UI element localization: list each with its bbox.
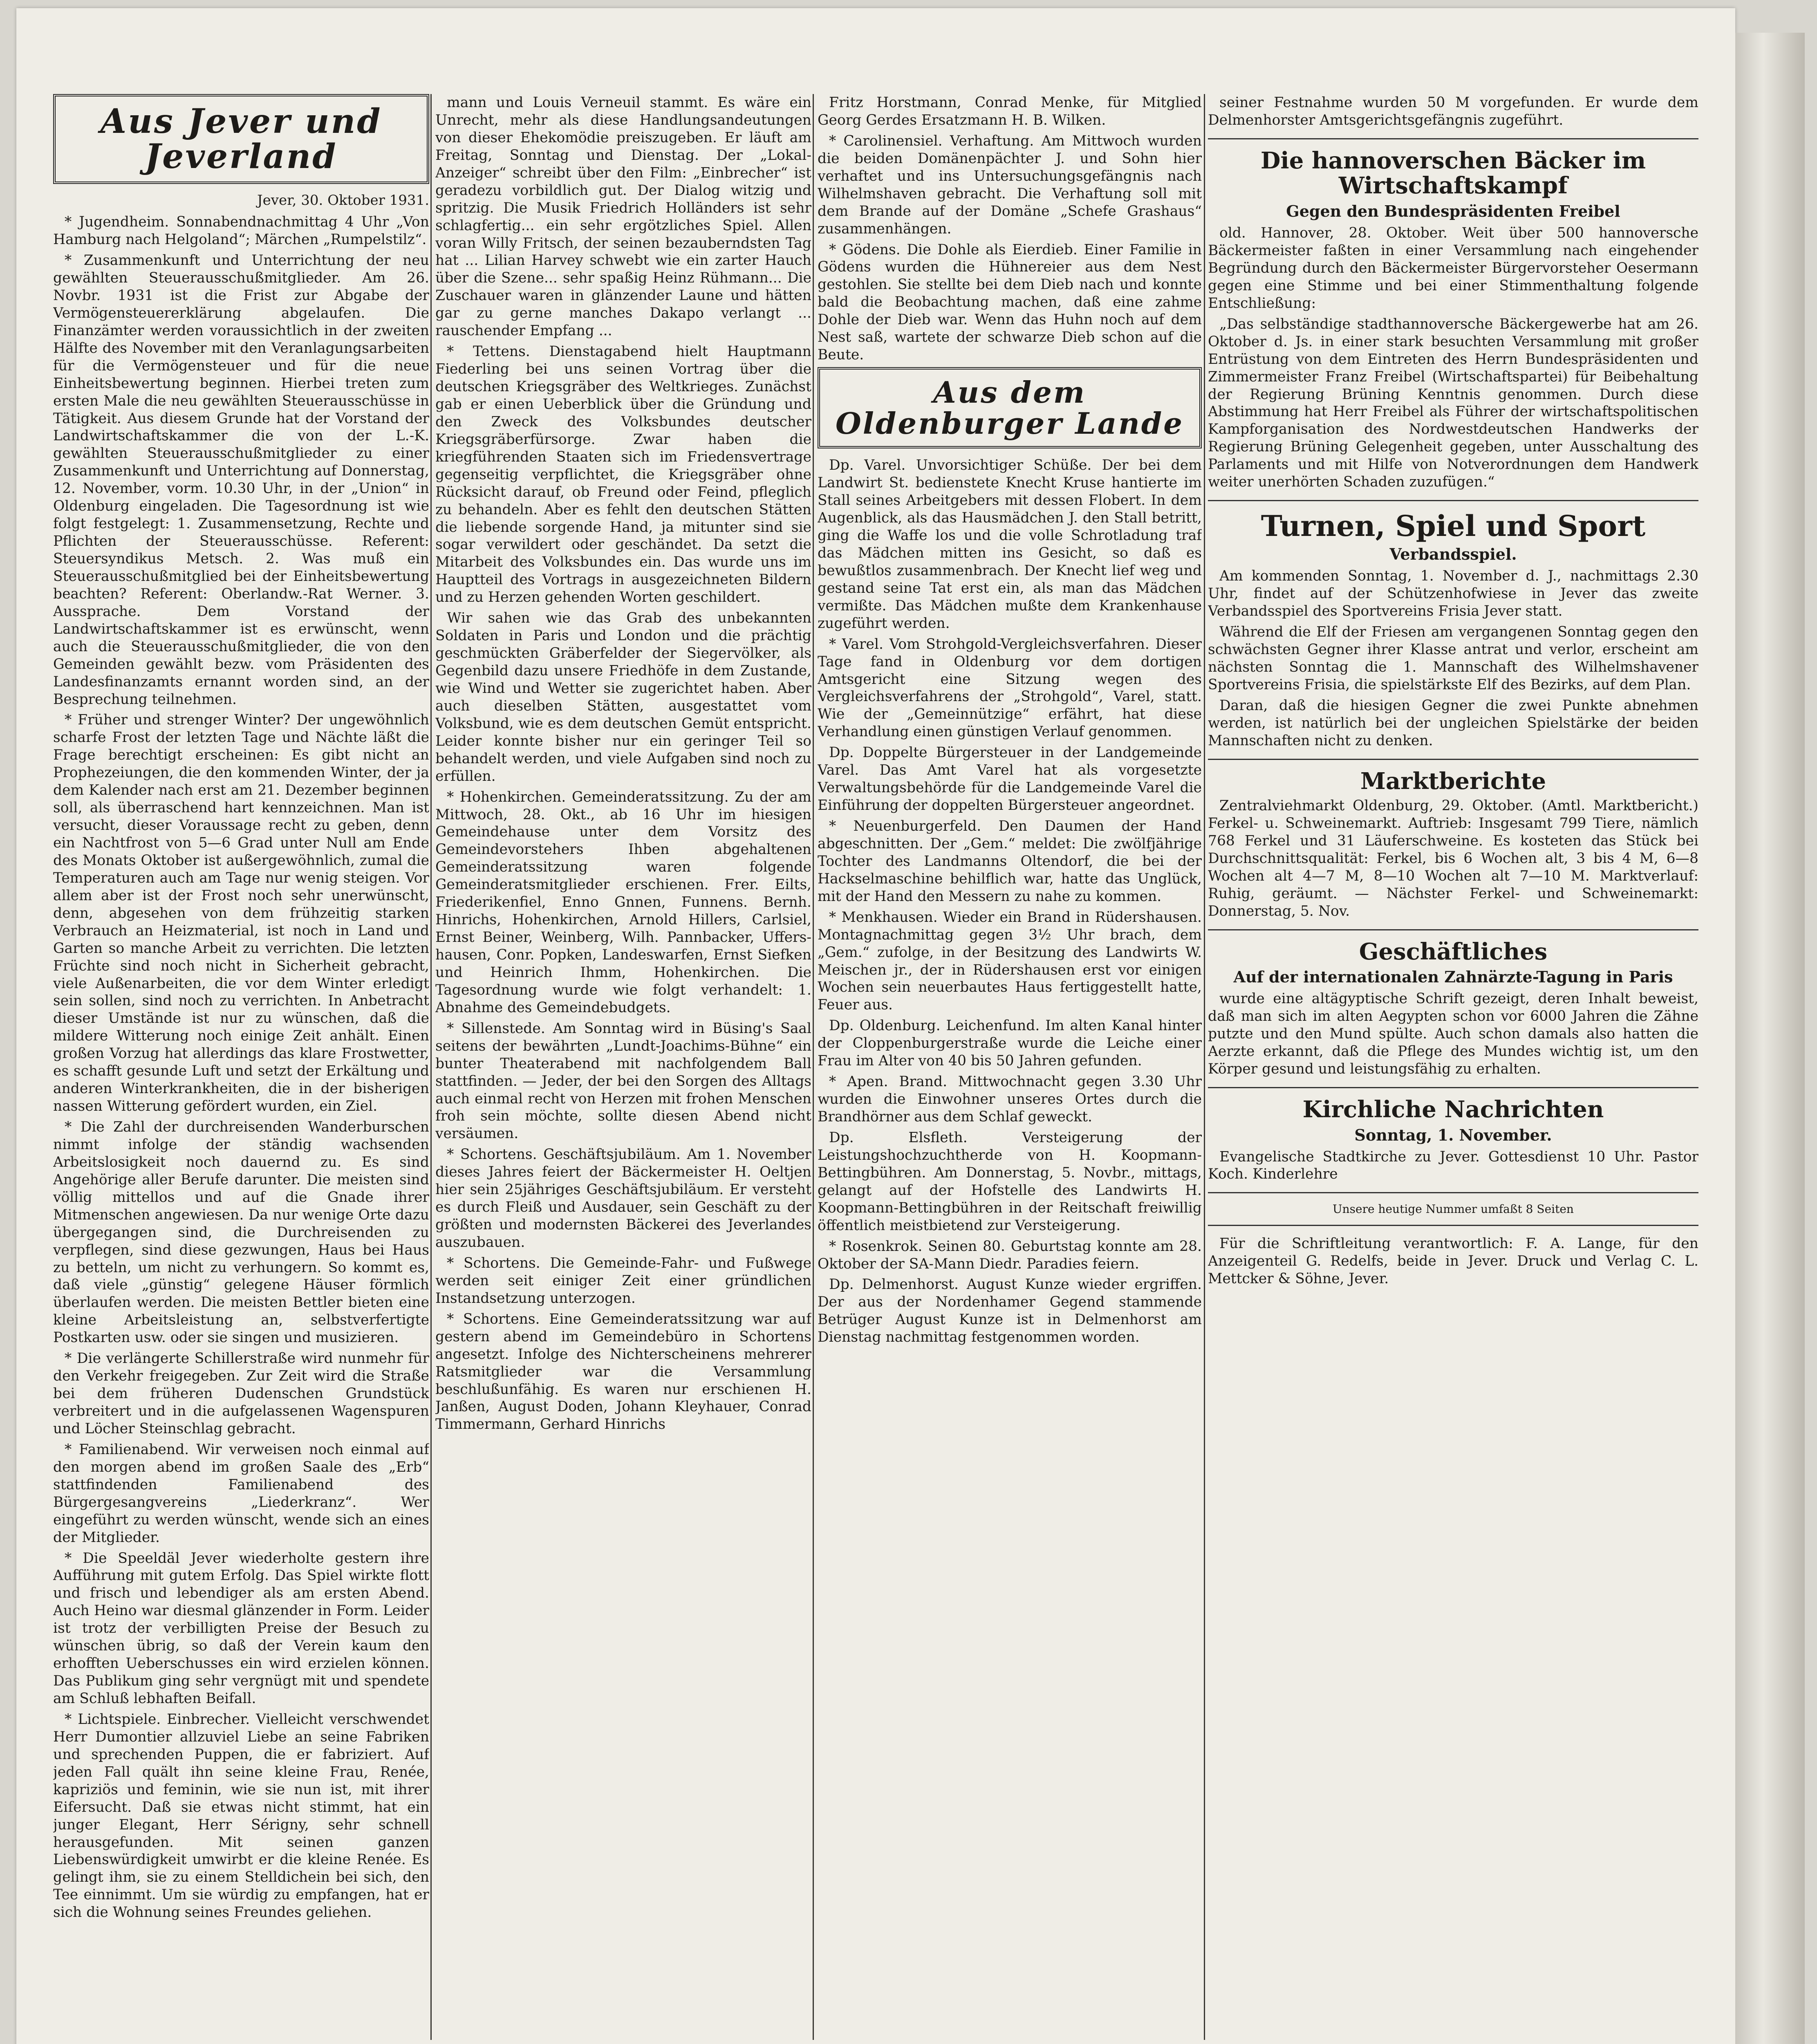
article: * Carolinensiel. Verhaftung. Am Mittwoch wurden die beiden Domänenpächter J. und Sohn hier verhaftet und ins Untersuchungsgefängnis nach Wilhelmshaven gebracht. Die Verhaftung soll mit dem Brande auf der Domäne „Schefe Grashaus“ zusammenhängen. xyxy=(818,132,1202,237)
article: Evangelische Stadtkirche zu Jever. Gottesdienst 10 Uhr. Pastor Koch. Kinderlehre xyxy=(1208,1148,1698,1183)
article: Dp. Elsfleth. Versteigerung der Leistungshochzuchtherde von H. Koopmann-Bettingbühren. Am Donnerstag, 5. Novbr., mittags, gelangt auf der Hofstelle des Landwirts H. Koopmann-Bettingbühren in der Reitschaft freiwillig öffentlich meistbietend zur Versteigerung. xyxy=(818,1129,1202,1234)
column-2 xyxy=(435,94,811,2040)
divider xyxy=(1208,929,1698,930)
article: * Die Speeldäl Jever wiederholte gestern ihre Aufführung mit gutem Erfolg. Das Spiel wirkte flott und frisch und lebendiger als am ersten Abend. Auch Heino war diesmal glänzender in Form. Leider ist trotz der verbilligten Preise der Besuch zu wünschen übrig, so daß der Verein kaum den erhofften Ueberschusses ein wird erzielen können. Das Publikum ging sehr vergnügt mit und spendete am Schluß lebhaften Beifall. xyxy=(53,1550,429,1707)
column-rule xyxy=(813,94,814,2040)
article: * Sillenstede. Am Sonntag wird in Büsing's Saal seitens der bewährten „Lundt-Joachims-Bühne“ ein bunter Theaterabend mit nachfolgendem Ball stattfinden. — Jeder, der bei den Sorgen des Alltags auch einmal recht von Herzen mit frohen Menschen froh sein möchte, sollte diesen Abend nicht versäumen. xyxy=(435,1020,811,1142)
article: Daran, daß die hiesigen Gegner die zwei Punkte abnehmen werden, ist natürlich bei der ungleichen Spielstärke der beiden Mannschaften nicht zu denken. xyxy=(1208,697,1698,749)
column-rule xyxy=(430,94,432,2040)
article: Dp. Varel. Unvorsichtiger Schüße. Der bei dem Landwirt St. bedienstete Knecht Kruse hantierte im Stall seines Arbeitgebers mit dessen Flobert. In dem Augenblick, als das Hausmädchen J. den Stall betritt, ging die Waffe los und die volle Schrotladung traf das Mädchen mitten ins Gesicht, so daß es bewußtlos zusammenbrach. Der Knecht lief weg und gestand seine Tat erst ein, als man das Mädchen vermißte. Das Mädchen mußte dem Krankenhause zugeführt werden. xyxy=(818,457,1202,632)
headline-sport: Turnen, Spiel und Sport xyxy=(1261,509,1646,543)
subheadline: Sonntag, 1. November. xyxy=(1354,1125,1552,1144)
dateline: Jever, 30. Oktober 1931. xyxy=(257,192,429,209)
article: Während die Elf der Friesen am vergangenen Sonntag gegen den schwächsten Gegner ihrer Klasse antrat und verlor, erscheint am nächsten Sonntag die 1. Mannschaft des Wilhelmshavener Sportvereins Frisia, die spielstärkste Elf des Bezirks, auf dem Plan. xyxy=(1208,623,1698,693)
article: Dp. Doppelte Bürgersteuer in der Landgemeinde Varel. Das Amt Varel hat als vorgesetzte Verwaltungsbehörde für die Landgemeinde Varel die Einführung der doppelten Bürgersteuer angeordnet. xyxy=(818,744,1202,814)
headline-markt: Marktberichte xyxy=(1360,767,1546,795)
page-count-note: Unsere heutige Nummer umfaßt 8 Seiten xyxy=(1333,1202,1574,1216)
article: * Tettens. Dienstagabend hielt Hauptmann Fiederling bei uns seinen Vortrag über die deutschen Kriegsgräber des Weltkrieges. Zunächst gab er einen Ueberblick über die Gründung und den Zweck des Volksbundes deutscher Kriegsgräberfürsorge. Zwar haben die kriegführenden Staaten sich im Friedensvertrage gegenseitig verpflichtet, die Kriegsgräber ohne Rücksicht darauf, ob Freund oder Feind, pfleglich zu behandeln. Aber es fehlt den deutschen Stätten die liebende sorgende Hand, ja mitunter sind sie sogar verwildert oder geschändet. Da setzt die Mitarbeit des Volksbundes ein. Das wurde uns im Hauptteil des Vortrags in ausgezeichneten Bildern und zu Herzen gehenden Worten geschildert. xyxy=(435,343,811,606)
article: * Menkhausen. Wieder ein Brand in Rüdershausen. Montagnachmittag gegen 3½ Uhr brach, dem „Gem.“ zufolge, in der Besitzung des Landwirts W. Meischen jr., der in Rüdershausen erst vor einigen Wochen sein neuerbautes Haus fertiggestellt hatte, Feuer aus. xyxy=(818,909,1202,1013)
divider xyxy=(1208,1225,1698,1226)
article: Wir sahen wie das Grab des unbekannten Soldaten in Paris und London und die prächtig geschmückten Gräberfelder der Siegervölker, als Gegenbild dazu unsere Friedhöfe in dem Zustande, wie Wind und Wetter sie zugerichtet haben. Aber auch dieselben Stätten, ausgestattet vom Volksbund, wie es dem deutschen Gemüt entspricht. Leider konnte bisher nur ein geringer Teil so behandelt werden, und viele Aufgaben sind noch zu erfüllen. xyxy=(435,610,811,784)
article: * Varel. Vom Strohgold-Vergleichsverfahren. Dieser Tage fand in Oldenburg vor dem dortigen Amtsgericht eine Sitzung wegen des Vergleichsverfahrens der „Strohgold“, Varel, statt. Wie der „Gemeinnützige“ erfährt, hat diese Verhandlung einen günstigen Verlauf genommen. xyxy=(818,636,1202,740)
article: * Die Zahl der durchreisenden Wanderburschen nimmt infolge der ständig wachsenden Arbeitslosigkeit noch dauernd zu. Es sind Angehörige aller Berufe darunter. Die meisten sind völlig mittellos und auf die Gnade ihrer Mitmenschen angewiesen. Da nur wenige Orte dazu übergegangen sind, die Durchreisenden zu verpflegen, sind diese gezwungen, Haus bei Haus zu betteln, um nicht zu verhungern. So kommt es, daß viele „günstig“ gelegene Häuser förmlich überlaufen werden. Die meisten Bettler bieten eine kleine Arbeitsleistung an, selbstverfertigte Postkarten usw. oder sie singen und musizieren. xyxy=(53,1119,429,1346)
article: * Lichtspiele. Einbrecher. Vielleicht verschwendet Herr Dumontier allzuviel Liebe an seine Fabriken und sprechenden Puppen, die er fabriziert. Auf jeden Fall quält ihn seine kleine Frau, Renée, kapriziös und feminin, wie sie nun ist, mit ihrer Eifersucht. Daß sie etwas nicht stimmt, hat ein junger Elegant, Herr Sérigny, sehr schnell herausgefunden. Mit seinen ganzen Liebenswürdigkeit umwirbt er die kleine Renée. Es gelingt ihm, sie zu einem Stelldichein bei sich, den Tee einnimmt. Um sie würdig zu empfangen, hat er sich die Wohnung seines Freundes geliehen. xyxy=(53,1711,429,1921)
article: * Zusammenkunft und Unterrichtung der neu gewählten Steuerausschußmitglieder. Am 26. Novbr. 1931 ist die Frist zur Abgabe der Vermögensteuererklärung abgelaufen. Die Finanzämter werden voraussichtlich in der zweiten Hälfte des November mit den Veranlagungsarbeiten für die Vermögensteuer und für die neue Einheitsbewertung beginnen. Hierbei treten zum ersten Male die neu gewählten Steuerausschüsse in Tätigkeit. Aus diesem Grunde hat der Vorstand der Landwirtschaftskammer die von der L.-K. gewählten Steuerausschußmitglieder zu einer Zusammenkunft und Unterrichtung auf Donnerstag, 12. November, vorm. 10.30 Uhr, in der „Union“ in Oldenburg eingeladen. Die Tagesordnung ist wie folgt festgelegt: 1. Zusammensetzung, Rechte und Pflichten der Steuerausschüsse. Referent: Steuersyndikus Metsch. 2. Was muß ein Steuerausschußmitglied bei der Einheitsbewertung beachten? Referent: Oberlandw.-Rat Werner. 3. Aussprache. Dem Vorstand der Landwirtschaftskammer ist es erwünscht, wenn auch die Steuerausschußmitglieder, die von den Gemeinden gewählt bezw. vom Präsidenten des Landesfinanzamts ernannt worden sind, an der Besprechung teilnehmen. xyxy=(53,252,429,708)
article: * Schortens. Eine Gemeinderatssitzung war auf gestern abend im Gemeindebüro in Schortens angesetzt. Infolge des Nichterscheinens mehrerer Ratsmitglieder war die Versammlung beschlußunfähig. Es waren nur erschienen H. Janßen, August Doden, Johann Kleyhauer, Conrad Timmermann, Gerhard Hinrichs xyxy=(435,1311,811,1433)
divider xyxy=(1208,500,1698,501)
divider xyxy=(1208,138,1698,139)
article: wurde eine altägyptische Schrift gezeigt, deren Inhalt beweist, daß man sich im alten Aegypten schon vor 6000 Jahren die Zähne putzte und den Mund spülte. Auch schon damals also hatten die Aerzte erkannt, daß die Pflege des Mundes wichtig ist, um den Körper gesund und leistungsfähig zu erhalten. xyxy=(1208,991,1698,1077)
subheadline: Auf der internationalen Zahnärzte-Tagung in Paris xyxy=(1233,968,1673,986)
article: * Gödens. Die Dohle als Eierdieb. Einer Familie in Gödens wurden die Hühnereier aus dem Nest gestohlen. Sie stellte bei dem Dieb nach und konnte bald die Beobachtung machen, daß eine zahme Dohle der Dieb war. Wenn das Huhn noch auf dem Nest saß, wartete der schwarze Dieb schon auf die Beute. xyxy=(818,241,1202,363)
divider xyxy=(1208,1087,1698,1088)
article: * Schortens. Die Gemeinde-Fahr- und Fußwege werden seit einiger Zeit einer gründlichen Instandsetzung unterzogen. xyxy=(435,1255,811,1307)
article: old. Hannover, 28. Oktober. Weit über 500 hannoversche Bäckermeister faßten in einer Versammlung nach eingehender Begründung durch den Bäckermeister Bürgervorsteher Oesermann gegen eine Stimme und bei einer Stimmenthaltung folgende Entschließung: xyxy=(1208,225,1698,312)
column-rule xyxy=(1204,94,1205,2040)
article: Zentralviehmarkt Oldenburg, 29. Oktober. (Amtl. Marktbericht.) Ferkel- u. Schweinemarkt. Auftrieb: Insgesamt 799 Tiere, nämlich 768 Ferkel und 31 Läuferschweine. Es kosteten das Stück bei Durchschnittsqualität: Ferkel, bis 6 Wochen alt, 3 bis 4 M, 6—8 Wochen alt 4—7 M, 8—10 Wochen alt 7—10 M. Marktverlauf: Ruhig, geräumt. — Nächster Ferkel- und Schweinemarkt: Donnerstag, 5. Nov. xyxy=(1208,798,1698,919)
headline-geschaeftliches: Geschäftliches xyxy=(1359,938,1548,965)
article: * Familienabend. Wir verweisen noch einmal auf den morgen abend im großen Saale des „Erb“ stattfindenden Familienabend des Bürgergesangvereins „Liederkranz“. Wer eingeführt zu werden wünscht, wende sich an eines der Mitglieder. xyxy=(53,1441,429,1546)
article: * Schortens. Geschäftsjubiläum. Am 1. November dieses Jahres feiert der Bäckermeister H. Oeltjen hier sein 25jähriges Geschäftsjubiläum. Er versteht es durch Fleiß und Ausdauer, sein Geschäft zu der größten und modernsten Bäckerei des Jeverlandes auszubauen. xyxy=(435,1146,811,1251)
article: Fritz Horstmann, Conrad Menke, für Mitglied Georg Gerdes Ersatzmann H. B. Wilken. xyxy=(818,94,1202,128)
article: „Das selbständige stadthannoversche Bäckergewerbe hat am 26. Oktober d. Js. in einer stark besuchten Versammlung mit großer Entrüstung von dem Eintreten des Herrn Bundespräsidenten und Zimmermeister Franz Freibel (Wirtschaftspartei) für Beibehaltung der Regierung Brüning Kenntnis genommen. Durch diese Abstimmung hat Herr Freibel als Führer der wirtschaftspolitischen Kampforganisation des Nordwestdeutschen Handwerks der Regierung Brüning Gelegenheit gegeben, unter Ausschaltung des Parlaments und mit Hilfe von Notverordnungen dem Handwerk weiter unerhörten Schaden zuzufügen.“ xyxy=(1208,316,1698,491)
article: * Früher und strenger Winter? Der ungewöhnlich scharfe Frost der letzten Tage und Nächte läßt die Frage berechtigt erscheinen: Es gibt nicht an Prophezeiungen, die den kommenden Winter, der ja dem Kalender nach erst am 21. Dezember beginnen soll, als überraschend hart kennzeichnen. Man ist versucht, dieser Voraussage recht zu geben, denn ein Nachtfrost von 5—6 Grad unter Null am Ende des Monats Oktober ist außergewöhnlich, zumal die Temperaturen auch am Tage nur wenig steigen. Vor allem aber ist der Frost noch sehr unerwünscht, denn, abgesehen von dem frühzeitig starken Verbrauch an Heizmaterial, ist noch in Land und Garten so manche Arbeit zu verrichten. Die letzten Früchte sind noch nicht in Sicherheit gebracht, viele Außenarbeiten, die vor dem Winter erledigt sein sollen, sind noch zu verrichten. In Anbetracht dieser Umstände ist nur zu wünschen, daß die mildere Witterung noch einige Zeit anhält. Einen großen Vorzug hat allerdings das klare Frostwetter, es schafft gesunde Luft und setzt der Erkältung und anderen Winterkrankheiten, die in der bisherigen nassen Witterung gefördert wurden, ein Ziel. xyxy=(53,712,429,1115)
article: * Apen. Brand. Mittwochnacht gegen 3.30 Uhr wurden die Einwohner unseres Ortes durch die Brandhörner aus dem Schlaf geweckt. xyxy=(818,1074,1202,1125)
subheadline: Verbandsspiel. xyxy=(1389,545,1517,564)
article: Am kommenden Sonntag, 1. November d. J., nachmittags 2.30 Uhr, findet auf der Schützenhofwiese in Jever das zweite Verbandsspiel des Sportvereins Frisia Jever statt. xyxy=(1208,568,1698,619)
headline-baecker: Die hannoverschen Bäcker im Wirtschaftskampf xyxy=(1260,147,1646,199)
page-edge xyxy=(1735,33,1805,2044)
article: * Neuenburgerfeld. Den Daumen der Hand abgeschnitten. Der „Gem.“ meldet: Die zwölfjährige Tochter des Landmanns Oltendorf, die bei der Hackselmaschine behilflich war, hatte das Unglück, mit der Hand den Messern zu nahe zu kommen. xyxy=(818,818,1202,905)
column-3 xyxy=(818,94,1202,2040)
imprint: Für die Schriftleitung verantwortlich: F. A. Lange, für den Anzeigenteil G. Redelfs, beide in Jever. Druck und Verlag C. L. Mettcker & Söhne, Jever. xyxy=(1208,1235,1698,1287)
article: * Rosenkrok. Seinen 80. Geburtstag konnte am 28. Oktober der SA-Mann Diedr. Paradies feiern. xyxy=(818,1238,1202,1272)
section-heading-oldenburg: Aus dem Oldenburger Lande xyxy=(818,367,1202,448)
article: * Jugendheim. Sonnabendnachmittag 4 Uhr „Von Hamburg nach Helgoland“; Märchen „Rumpelstilz“. xyxy=(53,214,429,248)
article: * Hohenkirchen. Gemeinderatssitzung. Zu der am Mittwoch, 28. Okt., ab 16 Uhr im hiesigen Gemeindehause unter dem Vorsitz des Gemeindevorstehers Ihben abgehaltenen Gemeinderatssitzung waren folgende Gemeinderatsmitglieder erschienen. Frer. Eilts, Friederikenfiel, Enno Gnnen, Funnens. Bernh. Hinrichs, Hohenkirchen, Arnold Hillers, Carlsiel, Ernst Beiner, Weinberg, Wilh. Pannbacker, Uffers-hausen, Conr. Popken, Landeswarfen, Ernst Siefken und Heinrich Ihmm, Hohenkirchen. Die Tagesordnung wurde wie folgt verhandelt: 1. Abnahme des Gemeindebudgets. xyxy=(435,789,811,1016)
column-1 xyxy=(53,94,429,2040)
divider xyxy=(1208,1192,1698,1193)
article: * Die verlängerte Schillerstraße wird nunmehr für den Verkehr freigegeben. Zur Zeit wird die Straße bei dem früheren Dudenschen Grundstück verbreitert und in die aufgelassenen Wagenspuren und Löcher Steinschlag gebracht. xyxy=(53,1350,429,1437)
article: Dp. Delmenhorst. August Kunze wieder ergriffen. Der aus der Nordenhamer Gegend stammende Betrüger August Kunze ist in Delmenhorst am Dienstag nachmittag festgenommen worden. xyxy=(818,1276,1202,1346)
article: Dp. Oldenburg. Leichenfund. Im alten Kanal hinter der Cloppenburgerstraße wurde die Leiche einer Frau im Alter von 40 bis 50 Jahren gefunden. xyxy=(818,1018,1202,1069)
column-4 xyxy=(1208,94,1698,2040)
headline-kirche: Kirchliche Nachrichten xyxy=(1302,1096,1604,1123)
article: mann und Louis Verneuil stammt. Es wäre ein Unrecht, mehr als diese Handlungsandeutungen von dieser Ehekomödie preiszugeben. Er läuft am Freitag, Sonntag und Dienstag. Der „Lokal-Anzeiger“ schreibt über den Film: „Einbrecher“ ist geradezu vorbildlich gut. Der Dialog witzig und spritzig. Die Musik Friedrich Holländers ist sehr schlagfertig... ein sehr ergötzliches Spiel. Allen voran Willy Fritsch, der seinen bezauberndsten Tag hat ... Lilian Harvey schwebt wie ein zarter Hauch über die Szene... sehr spaßig Heinz Rühmann... Die Zuschauer waren in glänzender Laune und hätten gar zu gerne manches Dakapo verlangt ... rauschender Empfang ... xyxy=(435,94,811,339)
subheadline: Gegen den Bundespräsidenten Freibel xyxy=(1286,202,1620,221)
article: seiner Festnahme wurden 50 M vorgefunden. Er wurde dem Delmenhorster Amtsgerichtsgefängnis zugeführt. xyxy=(1208,94,1698,128)
section-heading-jever: Aus Jever und Jeverland xyxy=(53,94,429,184)
divider xyxy=(1208,759,1698,760)
